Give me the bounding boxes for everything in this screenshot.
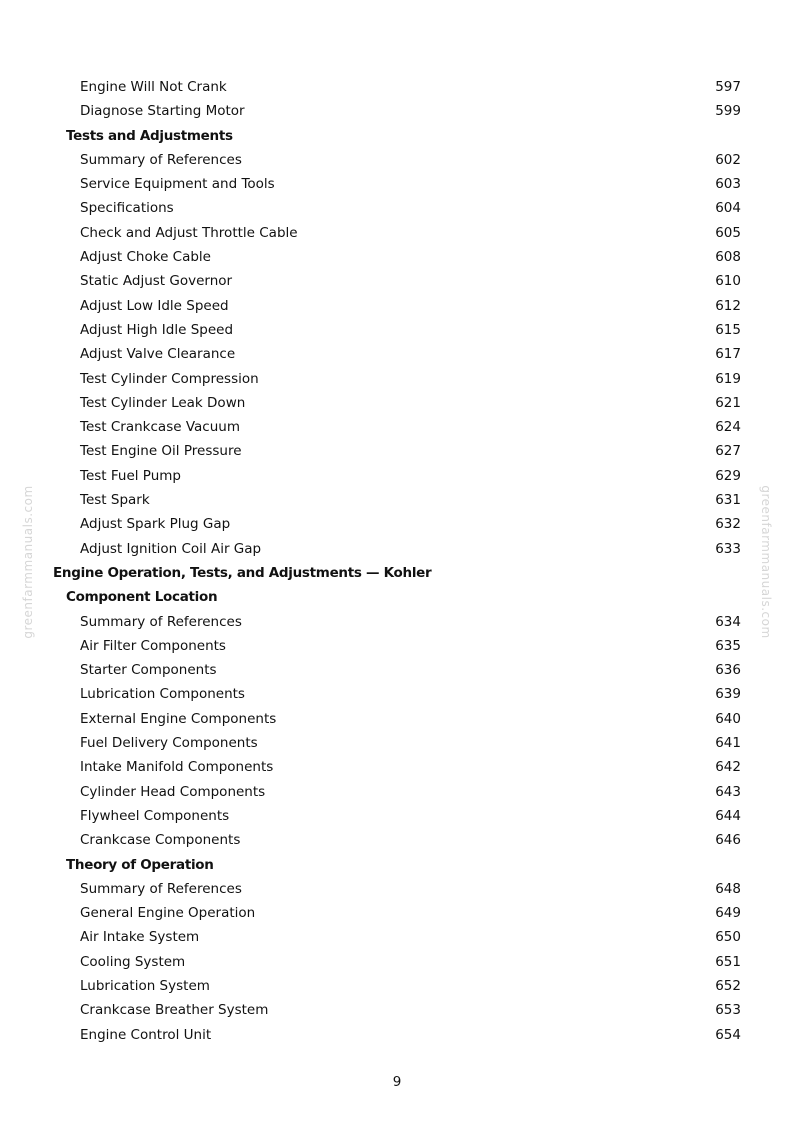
toc-entry[interactable] — [0, 415, 794, 439]
toc-entry-title: Test Fuel Pump — [80, 467, 181, 484]
toc-entry-page: 649 — [715, 905, 741, 922]
toc-entry[interactable] — [0, 731, 794, 755]
toc-entry-title: Adjust Valve Clearance — [80, 346, 236, 363]
toc-entry-title: Engine Operation, Tests, and Adjustments — Kohler — [53, 564, 432, 581]
toc-entry-page: 650 — [715, 929, 741, 946]
toc-entry[interactable] — [0, 221, 794, 245]
toc-entry-title: Adjust High Idle Speed — [80, 321, 234, 338]
toc-entry[interactable] — [0, 1023, 794, 1047]
toc-entry[interactable] — [0, 950, 794, 974]
toc-entry-page: 597 — [715, 79, 741, 95]
toc-entry[interactable] — [0, 707, 794, 731]
toc-entry[interactable] — [0, 294, 794, 318]
toc-entry-title: Test Crankcase Vacuum — [80, 419, 240, 436]
toc-entry[interactable] — [0, 610, 794, 634]
toc-entry-title: Intake Manifold Components — [80, 759, 274, 776]
toc-entry-page: 643 — [715, 783, 741, 800]
toc-entry-page: 631 — [715, 492, 741, 509]
toc-entry[interactable] — [0, 148, 794, 172]
toc-section-heading[interactable] — [0, 585, 794, 609]
toc-entry-page: 651 — [715, 953, 741, 970]
toc-entry-page: 605 — [715, 224, 741, 241]
toc-entry-title: Air Filter Components — [80, 637, 226, 654]
toc-entry[interactable] — [0, 780, 794, 804]
toc-entry-title: Air Intake System — [80, 929, 200, 946]
toc-entry-page: 646 — [715, 832, 741, 849]
toc-entry[interactable] — [0, 877, 794, 901]
page-number: 9 — [392, 1074, 402, 1090]
toc-entry-title: Static Adjust Governor — [80, 273, 233, 290]
toc-entry-page: 640 — [715, 710, 741, 727]
toc-entry-page: 608 — [715, 249, 741, 266]
toc-entry-title: Summary of References — [80, 151, 242, 168]
toc-entry-title: Test Cylinder Compression — [80, 370, 259, 387]
toc-entry-title: Tests and Adjustments — [66, 127, 233, 144]
toc-entry-page: 654 — [715, 1026, 741, 1043]
toc-entry-title: Cooling System — [80, 953, 186, 970]
toc-section-heading[interactable] — [0, 561, 794, 585]
toc-entry[interactable] — [0, 488, 794, 512]
toc-entry-title: Service Equipment and Tools — [80, 176, 275, 193]
toc-entry-title: Engine Control Unit — [80, 1026, 212, 1043]
toc-entry-page: 648 — [715, 880, 741, 897]
toc-entry-title: Specifications — [80, 200, 174, 217]
toc-entry-page: 633 — [715, 540, 741, 557]
toc-entry-page: 610 — [715, 273, 741, 290]
toc-section-heading[interactable] — [0, 124, 794, 148]
toc-entry[interactable] — [0, 634, 794, 658]
toc-entry-title: Component Location — [66, 589, 218, 606]
toc-entry[interactable] — [0, 391, 794, 415]
toc-entry-title: Adjust Low Idle Speed — [80, 297, 229, 314]
toc-entry-title: Lubrication System — [80, 977, 210, 994]
toc-entry[interactable] — [0, 828, 794, 852]
toc-entry-page: 639 — [715, 686, 741, 703]
toc-entry[interactable] — [0, 269, 794, 293]
toc-entry-page: 652 — [715, 977, 741, 994]
toc-entry-page: 653 — [715, 1002, 741, 1019]
toc-entry-title: Fuel Delivery Components — [80, 735, 258, 752]
toc-entry-title: Crankcase Components — [80, 832, 241, 849]
watermark-left: greenfarmmanuals.com — [21, 485, 35, 639]
toc-entry-page: 599 — [715, 103, 741, 120]
toc-entry-page: 602 — [715, 151, 741, 168]
toc-entry[interactable] — [0, 537, 794, 561]
toc-entry-title: Lubrication Components — [80, 686, 245, 703]
toc-entry[interactable] — [0, 925, 794, 949]
toc-entry-title: General Engine Operation — [80, 905, 256, 922]
toc-entry-title: Flywheel Components — [80, 807, 230, 824]
toc-entry-title: Adjust Choke Cable — [80, 249, 211, 266]
toc-entry-title: Cylinder Head Components — [80, 783, 266, 800]
toc-section-heading[interactable] — [0, 853, 794, 877]
watermark-right: greenfarmmanuals.com — [759, 485, 773, 639]
toc-entry-title: External Engine Components — [80, 710, 277, 727]
toc-entry[interactable] — [0, 439, 794, 463]
toc-entry-page: 617 — [715, 346, 741, 363]
toc-entry-title: Diagnose Starting Motor — [80, 103, 245, 120]
toc-entry-page: 603 — [715, 176, 741, 193]
toc-entry-title: Summary of References — [80, 613, 242, 630]
toc-entry[interactable] — [0, 512, 794, 536]
toc-entry[interactable] — [0, 172, 794, 196]
toc-entry[interactable] — [0, 75, 794, 99]
toc-entry-page: 612 — [715, 297, 741, 314]
toc-entry[interactable] — [0, 245, 794, 269]
toc-entry[interactable] — [0, 318, 794, 342]
toc-entry-page: 642 — [715, 759, 741, 776]
toc-entry-page: 619 — [715, 370, 741, 387]
toc-entry-page: 604 — [715, 200, 741, 217]
toc-entry-page: 644 — [715, 807, 741, 824]
toc-entry-title: Test Spark — [80, 492, 150, 509]
toc-entry-title: Summary of References — [80, 880, 242, 897]
toc-entry[interactable] — [0, 658, 794, 682]
toc-entry-page: 632 — [715, 516, 741, 533]
toc-entry-title: Theory of Operation — [66, 856, 214, 873]
toc-entry-page: 634 — [715, 613, 741, 630]
toc-entry[interactable] — [0, 464, 794, 488]
toc-entry[interactable] — [0, 998, 794, 1022]
toc-entry-page: 635 — [715, 637, 741, 654]
toc-entry-title: Adjust Ignition Coil Air Gap — [80, 540, 262, 557]
toc-entry[interactable] — [0, 196, 794, 220]
toc-entry[interactable] — [0, 755, 794, 779]
toc-entry[interactable] — [0, 804, 794, 828]
toc-entry[interactable] — [0, 99, 794, 123]
toc-entry-title: Crankcase Breather System — [80, 1002, 269, 1019]
toc-entry-title: Adjust Spark Plug Gap — [80, 516, 231, 533]
toc-entry-title: Starter Components — [80, 662, 217, 679]
toc-entry[interactable] — [0, 974, 794, 998]
toc-entry-title: Test Cylinder Leak Down — [80, 394, 246, 411]
table-of-contents — [0, 75, 794, 1047]
toc-entry-page: 641 — [715, 735, 741, 752]
toc-entry-title: Check and Adjust Throttle Cable — [80, 224, 298, 241]
toc-entry[interactable] — [0, 682, 794, 706]
toc-entry[interactable] — [0, 342, 794, 366]
toc-entry-title: Test Engine Oil Pressure — [80, 443, 242, 460]
toc-entry[interactable] — [0, 367, 794, 391]
toc-entry-page: 624 — [715, 419, 741, 436]
toc-entry-page: 629 — [715, 467, 741, 484]
toc-entry-title: Engine Will Not Crank — [80, 79, 227, 95]
toc-entry-page: 615 — [715, 321, 741, 338]
toc-entry-page: 621 — [715, 394, 741, 411]
toc-entry-page: 636 — [715, 662, 741, 679]
toc-entry[interactable] — [0, 901, 794, 925]
toc-entry-page: 627 — [715, 443, 741, 460]
